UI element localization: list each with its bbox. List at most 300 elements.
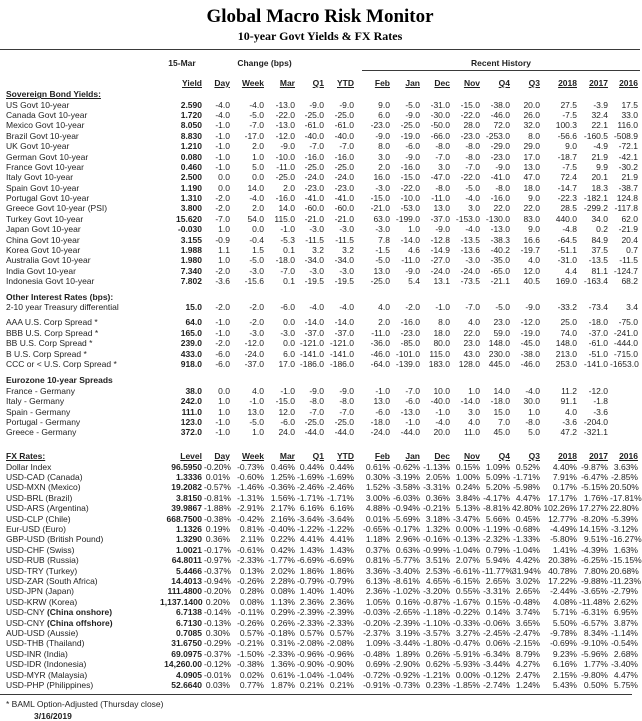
cell: 25.0 (560, 317, 577, 328)
row-label: Portugal - Germany (6, 416, 81, 427)
cell: -4.17% (483, 492, 510, 503)
cell: -0.90% (327, 659, 354, 670)
section-heading: Eurozone 10-year Spreads (6, 375, 113, 386)
cell: -10.0 (400, 193, 420, 204)
row-label: China Govt 10-year (6, 234, 80, 245)
cell: -6.0 (215, 358, 230, 369)
cell: -9.0 (339, 385, 354, 396)
cell: 20.0 (433, 427, 450, 438)
cell: -40.0 (334, 130, 354, 141)
column-header: Week (241, 450, 264, 461)
table-row (0, 255, 640, 265)
cell: -21.0 (304, 213, 324, 224)
section-heading: Other Interest Rates (bps): (6, 291, 114, 302)
cell: 0.00% (455, 524, 480, 535)
row-label: Spain - Germany (6, 406, 71, 417)
row-label: US Govt 10-year (6, 99, 70, 110)
cell: -60.0 (334, 203, 354, 214)
cell: -0.38% (204, 513, 231, 524)
cell: -6.47% (581, 472, 608, 483)
cell: -117.8 (614, 203, 638, 214)
cell: -25.0 (370, 276, 390, 287)
cell: -6.69% (327, 555, 354, 566)
cell: 47.0 (523, 172, 540, 183)
cell: -29.0 (490, 141, 510, 152)
cell: -13.0 (275, 120, 295, 131)
table-row (0, 203, 640, 213)
cell: -3.31% (423, 482, 450, 493)
cell: 4.27% (515, 659, 540, 670)
cell: 1.18% (365, 534, 390, 545)
cell: -3.44% (393, 638, 420, 649)
cell: -6.15% (453, 575, 480, 586)
cell: -36.0 (370, 338, 390, 349)
cell: -25.0 (334, 416, 354, 427)
cell: 3.0 (468, 203, 480, 214)
cell: -47.0 (430, 172, 450, 183)
cell: 0.1 (283, 245, 295, 256)
cell: 69.0975 (171, 648, 202, 659)
table-row (0, 680, 640, 690)
cell: 47.2 (560, 427, 577, 438)
row-label: USD-CAD (Canada) (6, 472, 83, 483)
table-row (0, 597, 640, 607)
cell: 111.0 (181, 406, 202, 417)
cell: -24.0 (430, 265, 450, 276)
cell: 1.0 (218, 406, 230, 417)
table-row (0, 120, 640, 130)
cell: -16.0 (334, 151, 354, 162)
cell: -8.0 (309, 396, 324, 407)
cell: 1.0 (218, 396, 230, 407)
table-row (0, 545, 640, 555)
cell: -2.33% (237, 555, 264, 566)
cell: -31.0 (430, 99, 450, 110)
row-label: USD-MXN (Mexico) (6, 482, 81, 493)
cell: -60.0 (304, 203, 324, 214)
cell: -38.3 (490, 234, 510, 245)
cell: 3.63% (613, 461, 638, 472)
cell: 28.0 (463, 120, 480, 131)
cell: -2.0 (215, 338, 230, 349)
cell: -3.0 (280, 327, 295, 338)
cell: -9.78% (550, 627, 577, 638)
cell: -8.0 (495, 182, 510, 193)
cell: 2.96% (395, 534, 420, 545)
cell: -0.40% (268, 524, 295, 535)
cell: -5.0 (249, 109, 264, 120)
cell: 4.41% (299, 534, 324, 545)
cell: 1.988 (180, 245, 202, 256)
cell: 64.8011 (171, 555, 202, 566)
cell: -3.64% (327, 513, 354, 524)
cell: -9.0 (525, 302, 540, 312)
bond-column-header-row (0, 73, 640, 89)
cell: 1.86% (299, 565, 324, 576)
cell: -73.4 (588, 302, 608, 312)
cell: -1.04% (453, 544, 480, 555)
table-row (0, 607, 640, 617)
cell: -1.0 (215, 141, 230, 152)
table-row (0, 245, 640, 255)
column-header: 2018 (558, 450, 577, 461)
cell: -37.0 (430, 213, 450, 224)
cell: -3.9 (593, 99, 608, 110)
cell: -21.0 (370, 203, 390, 214)
cell: 3.00% (365, 492, 390, 503)
cell: -2.33% (297, 617, 324, 628)
cell: -0.69% (550, 638, 577, 649)
cell: -25.0 (334, 161, 354, 172)
cell: -3.0 (249, 327, 264, 338)
cell: -24.0 (304, 172, 324, 183)
cell: 0.22% (270, 534, 295, 545)
cell: -5.80% (550, 534, 577, 545)
cell: 3.8150 (176, 492, 202, 503)
cell: 3.155 (180, 234, 202, 245)
cell: 0.26% (425, 648, 450, 659)
cell: -5.39% (611, 513, 638, 524)
cell: 0.26% (270, 617, 295, 628)
cell: -1.0 (435, 406, 450, 417)
cell: 6.16% (299, 503, 324, 514)
cell: -3.6 (562, 416, 577, 427)
cell: -0.03% (363, 607, 390, 618)
cell: 3.87% (613, 617, 638, 628)
cell: 17.27% (579, 503, 608, 514)
cell: -24.0 (460, 265, 480, 276)
row-label: Brazil Govt 10-year (6, 130, 79, 141)
cell: 17.17% (548, 492, 577, 503)
cell: 1.09% (485, 461, 510, 472)
cell: 21.9 (591, 151, 608, 162)
cell: 2.36% (329, 596, 354, 607)
cell: 1.0 (408, 224, 420, 235)
cell: 62.0 (621, 213, 638, 224)
cell: 0.15% (455, 461, 480, 472)
table-row (0, 565, 640, 575)
cell: -0.20% (204, 586, 231, 597)
cell: 1.190 (180, 182, 202, 193)
row-label: BBB U.S. Corp Spread * (6, 327, 99, 338)
cell: -8.20% (581, 513, 608, 524)
cell: 253.0 (555, 358, 577, 369)
cell: -6.0 (280, 302, 295, 312)
cell: -7.0 (309, 141, 324, 152)
cell: 22.0 (493, 203, 510, 214)
cell: 43.0 (463, 348, 480, 359)
cell: -15.0 (400, 172, 420, 183)
cell: -9.0 (309, 99, 324, 110)
cell: -3.31% (483, 586, 510, 597)
cell: -1.04% (513, 544, 540, 555)
cell: -3.0 (249, 265, 264, 276)
cell: 2.36% (365, 586, 390, 597)
cell: 2.05% (425, 472, 450, 483)
cell: 2.0 (378, 161, 390, 172)
cell: -1.69% (297, 472, 324, 483)
table-row (0, 141, 640, 151)
cell: -1653.0 (610, 358, 639, 369)
cell: 14,260.00 (164, 659, 202, 670)
cell: -0.79% (327, 575, 354, 586)
cell: -40.0 (430, 396, 450, 407)
cell: -1.88% (204, 503, 231, 514)
column-header: Day (214, 450, 230, 461)
cell: -16.0 (275, 193, 295, 204)
table-row (0, 276, 640, 286)
cell: -16.0 (400, 317, 420, 328)
cell: 7.80% (583, 565, 608, 576)
cell: 0.44% (329, 461, 354, 472)
row-label: B U.S. Corp Spread * (6, 348, 87, 359)
cell: 2.0 (378, 317, 390, 328)
cell: -44.0 (400, 427, 420, 438)
cell: 2.53% (425, 565, 450, 576)
cell: -3.0 (375, 182, 390, 193)
row-label: USD-INR (India) (6, 648, 68, 659)
cell: 1.05% (365, 596, 390, 607)
cell: -8.0 (435, 182, 450, 193)
cell: 4.08% (552, 596, 577, 607)
report-title: Global Macro Risk Monitor (206, 6, 434, 27)
footer-divider (0, 694, 632, 695)
cell: 3.02% (515, 575, 540, 586)
row-label: France Govt 10-year (6, 161, 84, 172)
cell: 5.94% (485, 555, 510, 566)
cell: 13.0 (247, 406, 264, 417)
table-row (0, 172, 640, 182)
cell: -1.8 (593, 396, 608, 407)
table-row (0, 524, 640, 534)
cell: 0.57% (239, 627, 264, 638)
cell: -0.11% (237, 607, 264, 618)
cell: 2.11% (240, 534, 264, 545)
cell: 0.2 (596, 224, 608, 235)
row-label: USD-RUB (Russia) (6, 555, 79, 566)
cell: 20.38% (548, 555, 577, 566)
cell: 1.5 (252, 245, 264, 256)
cell: 4.0 (252, 385, 264, 396)
table-row (0, 503, 640, 513)
table-row (0, 162, 640, 172)
cell: 5.13% (455, 503, 480, 514)
cell: 1.36% (270, 659, 295, 670)
cell: 4.88% (365, 503, 390, 514)
cell: -2.08% (297, 638, 324, 649)
cell: -38.0 (520, 348, 540, 359)
cell: -46.0 (520, 358, 540, 369)
table-row (0, 99, 640, 109)
cell: -12.0 (520, 317, 540, 328)
cell: 16.6 (523, 234, 540, 245)
cell: 1.00% (455, 472, 480, 483)
cell: -508.9 (613, 130, 638, 141)
cell: 9.0 (378, 99, 390, 110)
cell: -7.0 (280, 265, 295, 276)
cell: -1.0 (215, 427, 230, 438)
cell: -73.5 (460, 276, 480, 287)
cell: 3.36% (365, 565, 390, 576)
cell: 0.17% (552, 482, 577, 493)
column-header: Jan (405, 78, 420, 88)
cell: -1.0 (215, 416, 230, 427)
fx-header-row (0, 446, 640, 462)
cell: -8.61% (393, 575, 420, 586)
cell: -11.5 (305, 234, 324, 245)
cell: -3.64% (297, 513, 324, 524)
cell: 4.0 (468, 416, 480, 427)
cell: -3.58% (393, 482, 420, 493)
cell: 183.0 (428, 358, 450, 369)
cell: 12.77% (548, 513, 577, 524)
table-row (0, 617, 640, 627)
cell: -1.0 (280, 224, 295, 235)
cell: 3.0 (378, 151, 390, 162)
cell: 0.81% (239, 524, 264, 535)
cell: -199.0 (395, 213, 420, 224)
cell: -5.0 (375, 255, 390, 266)
cell: -3.44% (483, 659, 510, 670)
cell: 8.0 (438, 317, 450, 328)
cell: -24.0 (370, 427, 390, 438)
cell: -14.9 (430, 245, 450, 256)
cell: -25.0 (304, 416, 324, 427)
table-row (0, 338, 640, 348)
cell: 2.07% (455, 555, 480, 566)
cell: -4.0 (249, 193, 264, 204)
cell: 7.8 (378, 234, 390, 245)
cell: 0.7085 (176, 627, 202, 638)
cell: 2.15% (552, 669, 577, 680)
cell: 1.0 (528, 406, 540, 417)
cell: -18.0 (588, 317, 608, 328)
cell: -7.0 (309, 406, 324, 417)
cell: -1.0 (215, 130, 230, 141)
cell: -5.0 (249, 416, 264, 427)
cell: -15.0 (275, 396, 295, 407)
cell: -11.48% (579, 596, 611, 607)
table-row (0, 427, 640, 437)
cell: 5.4 (408, 276, 420, 287)
cell: 0.46% (270, 461, 295, 472)
cell: -1.0 (215, 151, 230, 162)
cell: -0.12% (483, 669, 510, 680)
cell: -8.0 (525, 416, 540, 427)
cell: -2.79% (611, 586, 638, 597)
row-label: USD-CLP (Chile) (6, 513, 71, 524)
cell: -163.4 (583, 276, 608, 287)
cell: 6.7138 (176, 607, 202, 618)
cell: 40.5 (523, 276, 540, 287)
row-label: Australia Govt 10-year (6, 255, 91, 266)
cell: 63.0 (373, 213, 390, 224)
cell: -75.0 (618, 317, 638, 328)
cell: 6.7130 (176, 617, 202, 628)
section-heading: FX Rates: (6, 450, 46, 461)
column-header: YTD (337, 450, 354, 461)
row-label: 2-10 year Treasury differential (6, 302, 119, 312)
cell: -21.9 (618, 224, 638, 235)
cell: 14.4013 (171, 575, 202, 586)
cell: -0.48% (363, 648, 390, 659)
row-label: UK Govt 10-year (6, 141, 70, 152)
cell: -1.0 (249, 396, 264, 407)
column-header: Q3 (528, 78, 540, 88)
cell: 3.0 (438, 161, 450, 172)
row-label: German Govt 10-year (6, 151, 89, 162)
cell: 2.0 (252, 141, 264, 152)
cell: 19.2082 (171, 482, 202, 493)
cell: 14.0 (278, 203, 295, 214)
cell: 0.50% (583, 679, 608, 690)
cell: 0.7 (626, 245, 638, 256)
cell: -4.8 (562, 224, 577, 235)
cell: 13.0 (373, 265, 390, 276)
cell: -15.6 (244, 276, 264, 287)
cell: -7.0 (249, 120, 264, 131)
cell: -0.13% (453, 534, 480, 545)
cell: -5.0 (465, 182, 480, 193)
section-other-interest-rates (0, 291, 640, 369)
column-header: 2017 (589, 78, 608, 88)
column-header: Dec (434, 450, 450, 461)
cell: -2.0 (249, 302, 264, 312)
cell: 16.0 (373, 172, 390, 183)
cell: -22.0 (460, 109, 480, 120)
recent-history-rule (362, 70, 640, 71)
cell: -64.0 (370, 358, 390, 369)
cell: -1.0 (215, 327, 230, 338)
row-label: Mexico Govt 10-year (6, 120, 85, 131)
cell: 5.75% (613, 679, 638, 690)
cell: 3.800 (180, 203, 202, 214)
column-header: Q3 (528, 450, 540, 461)
cell: 1,137.1400 (160, 596, 203, 607)
cell: 433.0 (180, 348, 202, 359)
cell: -3.0 (465, 255, 480, 266)
cell: -0.47% (453, 638, 480, 649)
cell: -0.17% (204, 544, 231, 555)
row-label: GBP-USD (British Pound) (6, 534, 104, 545)
cell: 3.65% (515, 617, 540, 628)
cell: -9.0 (375, 130, 390, 141)
cell: -1.31% (237, 492, 264, 503)
column-header: Jan (405, 450, 420, 461)
cell: -30.0 (430, 109, 450, 120)
cell: -3.0 (309, 265, 324, 276)
cell: 1.210 (180, 141, 202, 152)
cell: 0.0 (283, 317, 295, 328)
table-row (0, 131, 640, 141)
table-row (0, 348, 640, 358)
cell: -0.20% (204, 461, 231, 472)
cell: -9.88% (581, 575, 608, 586)
cell: 18.3 (591, 182, 608, 193)
cell: 83.0 (523, 213, 540, 224)
cell: -0.37% (204, 565, 231, 576)
cell: 1.0 (468, 385, 480, 396)
cell: 102.26% (543, 503, 577, 514)
cell: -0.54% (611, 638, 638, 649)
cell: 0.20% (205, 596, 230, 607)
cell: 8.79% (515, 648, 540, 659)
cell: 8.34% (583, 627, 608, 638)
cell: -34.0 (334, 255, 354, 266)
cell: 17.0 (523, 151, 540, 162)
cell: -186.0 (329, 358, 354, 369)
cell: -0.18% (268, 627, 295, 638)
